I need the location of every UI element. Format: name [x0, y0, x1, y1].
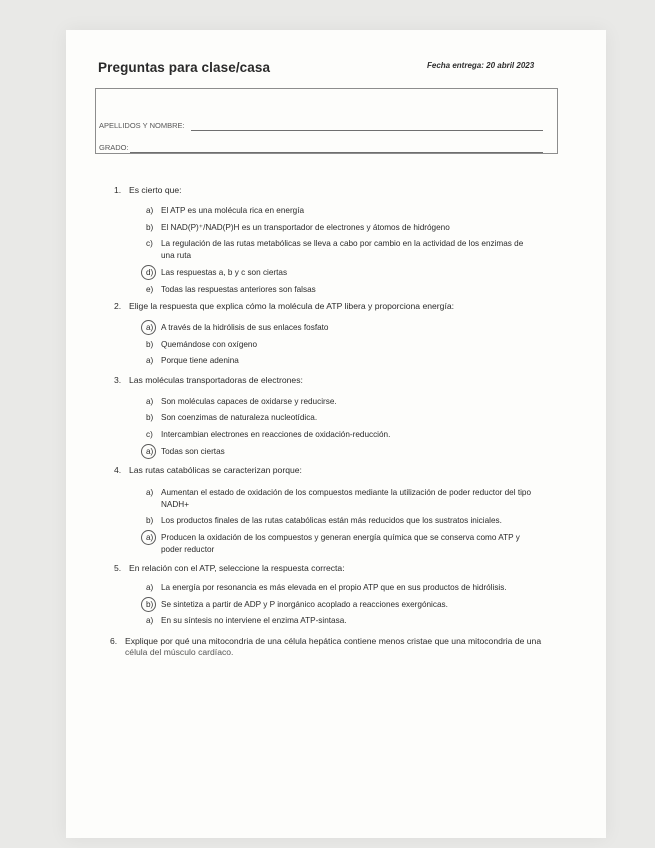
- option-letter: b): [146, 340, 154, 349]
- option-text: Son coenzimas de naturaleza nucleotídica.: [161, 413, 318, 422]
- option-text-continued: una ruta: [161, 251, 192, 260]
- option-text: Intercambian electrones en reacciones de oxidación-reducción.: [161, 430, 391, 439]
- question-number: 6.: [110, 636, 118, 646]
- option-text: Los productos finales de las rutas catabólicas están más reducidos que los sustratos iniciales.: [161, 516, 502, 525]
- option-text: A través de la hidrólisis de sus enlaces fosfato: [161, 323, 329, 332]
- option-text: Aumentan el estado de oxidación de los compuestos mediante la utilización de poder reductor del tipo: [161, 488, 532, 497]
- option-text: La energía por resonancia es más elevada en el propio ATP que en sus productos de hidrólisis.: [161, 583, 507, 592]
- option-text: El ATP es una molécula rica en energía: [161, 206, 305, 215]
- question-text-continued: célula del músculo cardíaco.: [125, 647, 234, 657]
- due-date: Fecha entrega: 20 abril 2023: [427, 61, 535, 70]
- question-number: 5.: [114, 563, 122, 573]
- option-text: Quemándose con oxígeno: [161, 340, 258, 349]
- option-letter: e): [146, 285, 154, 294]
- option-letter: a): [146, 356, 154, 365]
- name-field-label: APELLIDOS Y NOMBRE:: [99, 121, 185, 130]
- option-letter: b): [146, 413, 154, 422]
- option-text: El NAD(P)⁺/NAD(P)H es un transportador de electrones y átomos de hidrógeno: [161, 223, 450, 232]
- option-letter: a): [146, 397, 154, 406]
- option-letter: b): [146, 223, 154, 232]
- option-letter: a): [146, 447, 154, 456]
- question-text: Las rutas catabólicas se caracterizan porque:: [129, 465, 302, 475]
- option-text: Se sintetiza a partir de ADP y P inorgánico acoplado a reacciones exergónicas.: [161, 600, 448, 609]
- option-letter: b): [146, 600, 154, 609]
- page-title: Preguntas para clase/casa: [98, 60, 271, 75]
- question-number: 3.: [114, 375, 122, 385]
- option-text: Son moléculas capaces de oxidarse y reducirse.: [161, 397, 337, 406]
- option-text: Porque tiene adenina: [161, 356, 239, 365]
- option-letter: a): [146, 533, 154, 542]
- question-text: En relación con el ATP, seleccione la respuesta correcta:: [129, 563, 345, 573]
- option-letter: c): [146, 239, 153, 248]
- option-text: Todas las respuestas anteriores son falsas: [161, 285, 316, 294]
- option-letter: a): [146, 323, 154, 332]
- option-text-continued: NADH+: [161, 500, 189, 509]
- option-letter: b): [146, 516, 154, 525]
- option-letter: a): [146, 206, 154, 215]
- question-text: Las moléculas transportadoras de electrones:: [129, 375, 303, 385]
- option-text: Producen la oxidación de los compuestos y generan energía química que se conserva como ATP y: [161, 533, 520, 542]
- option-text: En su síntesis no interviene el enzima ATP-sintasa.: [161, 616, 347, 625]
- option-text-continued: poder reductor: [161, 545, 215, 554]
- question-number: 4.: [114, 465, 122, 475]
- option-letter: a): [146, 616, 154, 625]
- option-text: La regulación de las rutas metabólicas se lleva a cabo por cambio en la actividad de los enzimas de: [161, 239, 524, 248]
- question-text: Es cierto que:: [129, 185, 182, 195]
- option-letter: a): [146, 583, 154, 592]
- question-number: 1.: [114, 185, 122, 195]
- grade-field-label: GRADO:: [99, 143, 129, 152]
- option-letter: c): [146, 430, 153, 439]
- option-text: Las respuestas a, b y c son ciertas: [161, 268, 288, 277]
- question-text: Elige la respuesta que explica cómo la molécula de ATP libera y proporciona energía:: [129, 301, 455, 311]
- question-number: 2.: [114, 301, 122, 311]
- option-text: Todas son ciertas: [161, 447, 225, 456]
- question-text: Explique por qué una mitocondria de una célula hepática contiene menos cristae que una mitocondria de una: [125, 636, 542, 646]
- option-letter: d): [146, 268, 154, 277]
- option-letter: a): [146, 488, 154, 497]
